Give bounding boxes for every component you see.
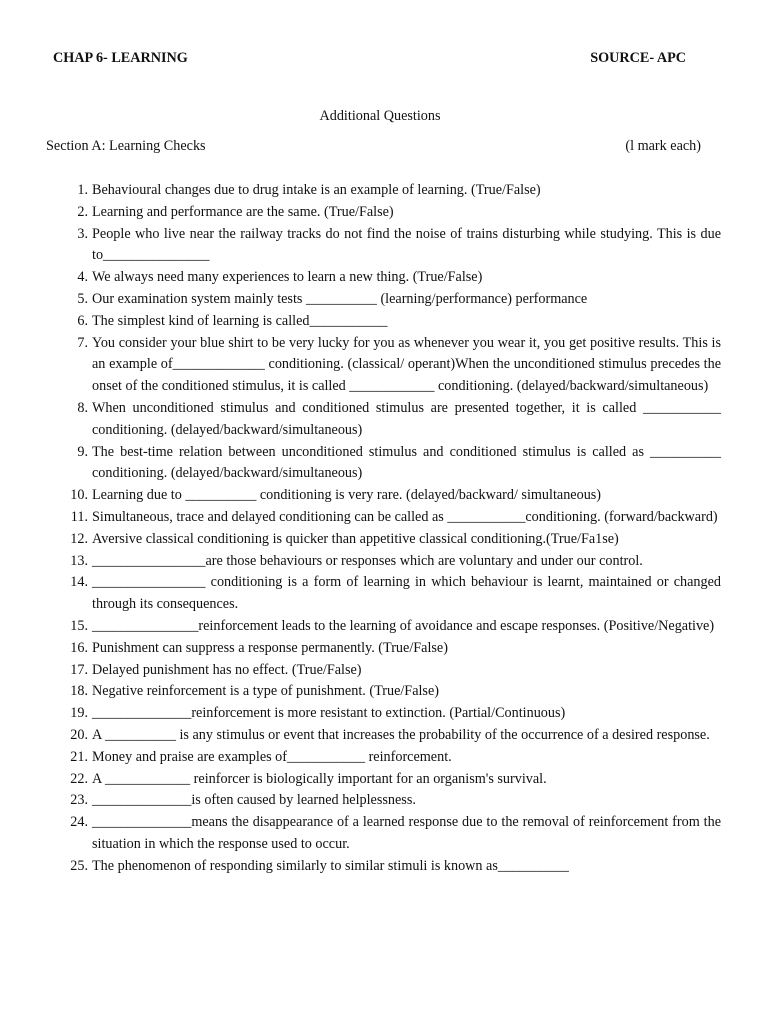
question-text: ________________ conditioning is a form of learning in which behaviour is learnt, maintained or changed through its consequences. bbox=[92, 574, 721, 613]
question-text: A ____________ reinforcer is biologically important for an organism's survival. bbox=[92, 770, 547, 787]
question-item bbox=[70, 725, 721, 747]
question-number: 1. bbox=[77, 182, 88, 198]
question-item bbox=[70, 747, 721, 769]
question-number: 24. bbox=[70, 814, 88, 831]
question-item bbox=[70, 681, 721, 703]
question-text: Learning due to __________ conditioning is very rare. (delayed/backward/ simultaneous) bbox=[92, 487, 602, 504]
question-item bbox=[70, 485, 721, 507]
question-text: ______________means the disappearance of a learned response due to the removal of reinforcement from the situation in which the response used to occur. bbox=[92, 814, 721, 852]
question-text: The phenomenon of responding similarly to similar stimuli is known as__________ bbox=[92, 857, 569, 874]
question-number: 13. bbox=[70, 552, 88, 569]
question-item bbox=[70, 769, 721, 791]
question-number: 2. bbox=[77, 203, 88, 220]
question-number: 19. bbox=[70, 705, 88, 722]
question-number: 10. bbox=[70, 487, 88, 504]
question-text: When unconditioned stimulus and conditioned stimulus are presented together, it is called ___________ conditioning. (delayed/backward/simultaneous) bbox=[92, 399, 721, 438]
marks-note: (l mark each) bbox=[625, 138, 701, 154]
question-text: Punishment can suppress a response permanently. (True/False) bbox=[92, 639, 448, 656]
question-item bbox=[70, 507, 721, 529]
chapter-heading: CHAP 6- LEARNING bbox=[53, 50, 188, 66]
question-number: 18. bbox=[70, 683, 88, 700]
question-text: Behavioural changes due to drug intake is an example of learning. (True/False) bbox=[92, 182, 541, 198]
document-title: Additional Questions bbox=[319, 108, 441, 124]
question-text: ______________is often caused by learned helplessness. bbox=[92, 792, 416, 809]
question-text: Aversive classical conditioning is quicker than appetitive classical conditioning.(True/Fa1se) bbox=[92, 530, 619, 547]
question-number: 6. bbox=[77, 312, 88, 329]
question-number: 11. bbox=[70, 508, 88, 525]
question-item bbox=[70, 616, 721, 638]
question-number: 8. bbox=[77, 399, 88, 416]
question-text: ______________reinforcement is more resistant to extinction. (Partial/Continuous) bbox=[92, 705, 566, 722]
question-number: 12. bbox=[70, 530, 88, 547]
question-item bbox=[77, 180, 721, 202]
question-text: The best-time relation between unconditioned stimulus and conditioned stimulus is called as __________ conditioning. (delayed/backward/simultaneous) bbox=[92, 443, 721, 482]
question-item bbox=[70, 856, 721, 878]
question-text: Our examination system mainly tests __________ (learning/performance) performance bbox=[92, 290, 588, 307]
question-number: 14. bbox=[70, 574, 88, 591]
question-text: You consider your blue shirt to be very lucky for you as whenever you wear it, you get positive results. This is an example of_____________ conditioning. (classical/ operant)When the unconditioned stimulus precedes the onset of the conditioned stimulus, it is called ____________ conditioning. (delayed/backward/simultaneous) bbox=[92, 334, 721, 395]
question-item bbox=[77, 224, 721, 268]
section-title: Section A: Learning Checks bbox=[46, 138, 206, 154]
question-number: 17. bbox=[70, 661, 88, 678]
question-item bbox=[77, 311, 721, 333]
question-text: The simplest kind of learning is called___________ bbox=[92, 312, 388, 329]
question-text: Delayed punishment has no effect. (True/False) bbox=[92, 661, 362, 678]
question-text: ________________are those behaviours or responses which are voluntary and under our control. bbox=[92, 552, 643, 569]
question-list bbox=[70, 180, 721, 878]
question-text: We always need many experiences to learn a new thing. (True/False) bbox=[92, 269, 483, 286]
question-item bbox=[70, 638, 721, 660]
question-text: Learning and performance are the same. (True/False) bbox=[92, 203, 394, 220]
question-number: 3. bbox=[77, 225, 88, 242]
question-text: Money and praise are examples of___________ reinforcement. bbox=[92, 748, 452, 765]
question-number: 9. bbox=[77, 443, 88, 460]
question-number: 5. bbox=[77, 290, 88, 307]
question-item bbox=[77, 398, 721, 442]
question-item bbox=[77, 202, 721, 224]
question-item bbox=[77, 442, 721, 486]
question-text: Negative reinforcement is a type of punishment. (True/False) bbox=[92, 683, 439, 700]
source-heading: SOURCE- APC bbox=[590, 50, 686, 66]
question-text: A __________ is any stimulus or event that increases the probability of the occurrence of a desired response. bbox=[92, 726, 710, 743]
question-number: 22. bbox=[70, 770, 88, 787]
question-number: 20. bbox=[70, 726, 88, 743]
question-number: 21. bbox=[70, 748, 88, 765]
question-item bbox=[70, 572, 721, 616]
question-number: 16. bbox=[70, 639, 88, 656]
question-item bbox=[70, 551, 721, 573]
question-item bbox=[70, 660, 721, 682]
question-item bbox=[70, 529, 721, 551]
question-item bbox=[70, 703, 721, 725]
question-text: _______________reinforcement leads to the learning of avoidance and escape responses. (Positive/Negative) bbox=[92, 617, 715, 634]
question-number: 25. bbox=[70, 857, 88, 874]
question-item bbox=[77, 333, 721, 398]
question-item bbox=[70, 790, 721, 812]
question-text: People who live near the railway tracks do not find the noise of trains disturbing while studying. This is due to_______________ bbox=[92, 225, 721, 264]
question-text: Simultaneous, trace and delayed conditioning can be called as ___________conditioning. (forward/backward) bbox=[92, 508, 718, 525]
question-item bbox=[70, 812, 721, 856]
question-item bbox=[77, 289, 721, 311]
question-item bbox=[77, 267, 721, 289]
question-number: 15. bbox=[70, 617, 88, 634]
question-number: 7. bbox=[77, 334, 88, 351]
question-number: 23. bbox=[70, 792, 88, 809]
question-number: 4. bbox=[77, 269, 88, 286]
